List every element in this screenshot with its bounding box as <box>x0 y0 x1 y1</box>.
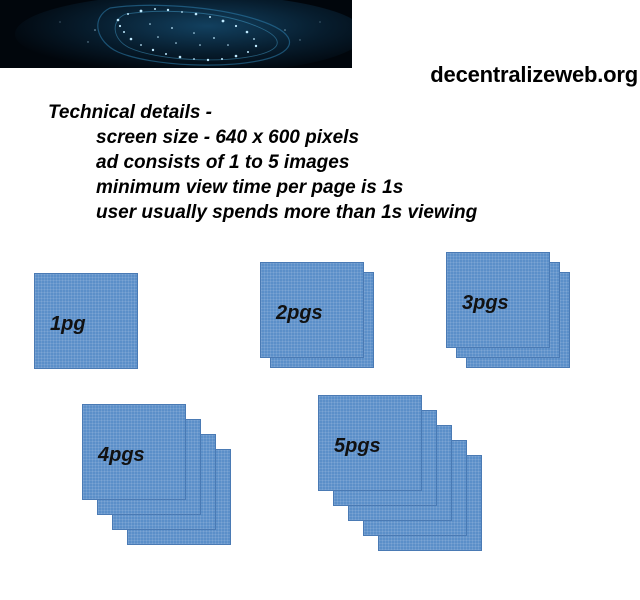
page-stack-label-4pgs: 4pgs <box>98 444 145 466</box>
technical-detail-line-2: ad consists of 1 to 5 images <box>96 152 350 173</box>
page-stack-3pgs[interactable] <box>446 252 570 368</box>
banner-image <box>0 0 352 68</box>
page-stack-2pgs[interactable] <box>260 262 374 368</box>
bioluminescence-graphic <box>0 0 352 68</box>
page-stack-label-5pgs: 5pgs <box>334 435 381 457</box>
site-name: decentralizeweb.org <box>430 62 638 87</box>
technical-detail-line-3: minimum view time per page is 1s <box>96 177 404 198</box>
technical-details-block <box>48 100 477 225</box>
technical-details-heading: Technical details - <box>48 102 213 123</box>
page-stack-5pgs[interactable] <box>318 395 482 551</box>
page-stack-label-2pgs: 2pgs <box>276 302 323 324</box>
technical-detail-line-4: user usually spends more than 1s viewing <box>96 202 478 223</box>
page-stack-label-3pgs: 3pgs <box>462 292 509 314</box>
technical-detail-line-1: screen size - 640 x 600 pixels <box>96 127 360 148</box>
page-stack-1pg[interactable] <box>34 273 138 369</box>
page-stack-4pgs[interactable] <box>82 404 231 545</box>
page-stack-label-1pg: 1pg <box>50 313 86 335</box>
